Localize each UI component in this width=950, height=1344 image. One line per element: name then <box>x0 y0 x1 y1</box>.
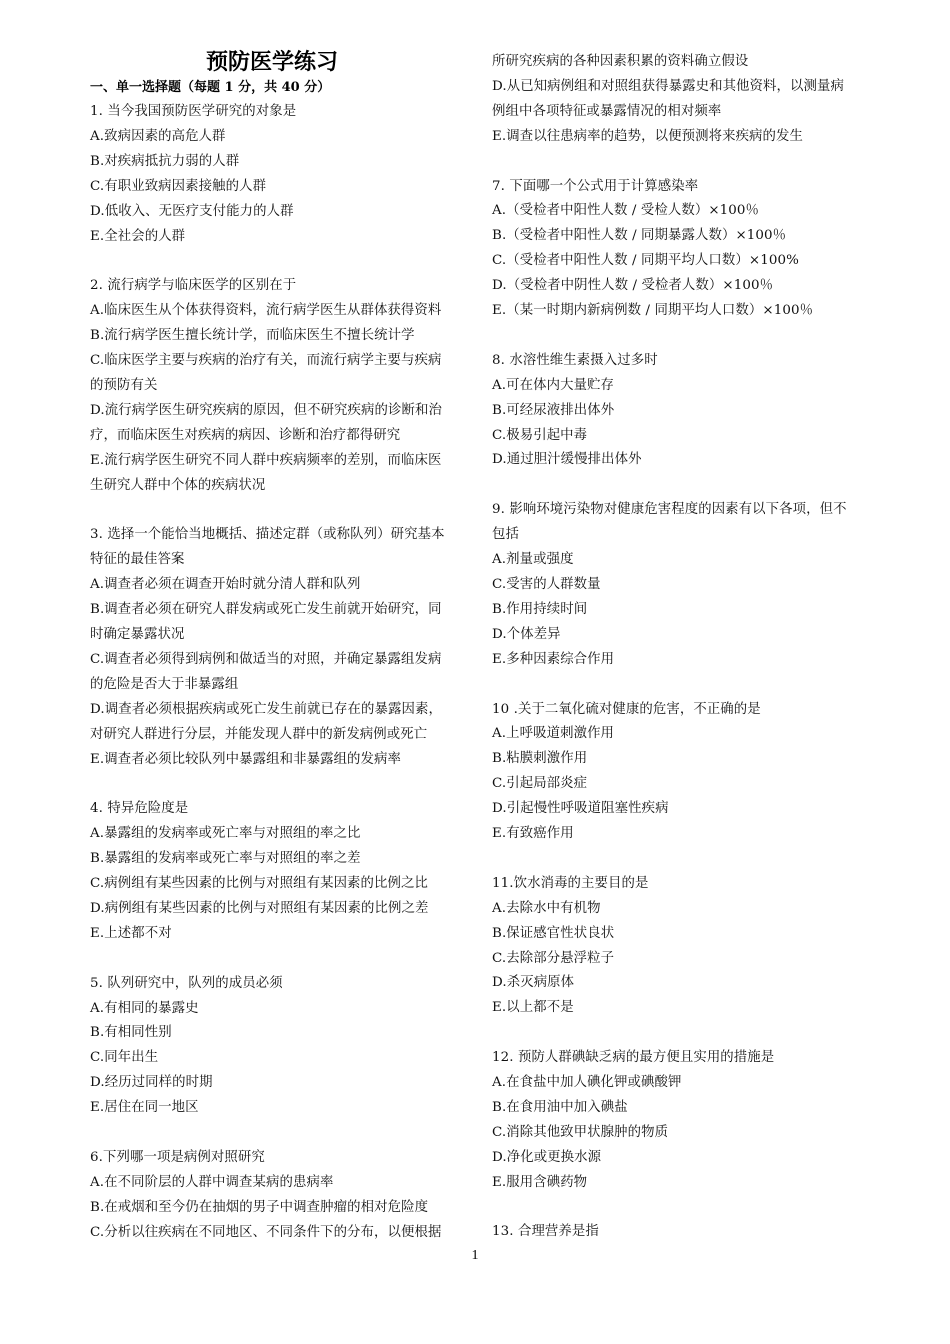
text-line: D.个体差异 <box>492 626 561 642</box>
text-line: D.杀灭病原体 <box>492 975 575 991</box>
text-line: E.以上都不是 <box>492 1000 574 1016</box>
blank-line <box>90 772 464 797</box>
text-line: C.极易引起中毒 <box>492 427 588 443</box>
text-line: E.全社会的人群 <box>90 228 186 244</box>
page-title: 预防医学练习 <box>205 49 338 75</box>
blank-line <box>90 498 464 523</box>
left-column-lines <box>90 100 464 1246</box>
text-line: E.上述都不对 <box>90 925 172 941</box>
section-heading: 一、单一选择题（每题 1 分，共 40 分） <box>90 80 331 95</box>
text-line: B.可经尿液排出体外 <box>492 402 615 418</box>
text-line: E.服用含碘药物 <box>492 1174 588 1190</box>
text-line: E.调查者必须比较队列中暴露组和非暴露组的发病率 <box>90 751 402 767</box>
text-line: A.有相同的暴露史 <box>90 1000 199 1016</box>
text-line: C.分析以往疾病在不同地区、不同条件下的分布，以便根据 <box>90 1224 442 1240</box>
text-line: C.调查者必须得到病例和做适当的对照，并确定暴露组发病 <box>90 651 442 667</box>
text-line: 特征的最佳答案 <box>90 552 185 568</box>
text-line: B.作用持续时间 <box>492 601 588 617</box>
text-line: E.（某一时期内新病例数 / 同期平均人口数）×100％ <box>492 303 814 319</box>
text-line: B.有相同性别 <box>90 1025 172 1041</box>
text-line: 的预防有关 <box>90 377 158 393</box>
blank-line <box>492 324 866 349</box>
blank-line <box>492 673 866 698</box>
text-line: E.有致癌作用 <box>492 826 574 842</box>
left-column <box>90 48 464 1246</box>
text-line: 例组中各项特征或暴露情况的相对频率 <box>492 103 722 119</box>
text-line: D.病例组有某些因素的比例与对照组有某因素的比例之差 <box>90 900 429 916</box>
text-line: C.引起局部炎症 <box>492 776 588 792</box>
text-line: D.低收入、无医疗支付能力的人群 <box>90 203 294 219</box>
text-line: 所研究疾病的各种因素积累的资料确立假设 <box>492 54 749 69</box>
text-line: 时确定暴露状况 <box>90 627 185 642</box>
text-line: D.（受检者中阴性人数 / 受检者人数）×100％ <box>492 278 774 294</box>
text-line: B.（受检者中阳性人数 / 同期暴露人数）×100％ <box>492 228 787 244</box>
text-line: D.从已知病例组和对照组获得暴露史和其他资料，以测量病 <box>492 78 844 94</box>
text-line: 11.饮水消毒的主要目的是 <box>492 875 649 891</box>
blank-line <box>90 249 464 274</box>
text-line: A.在食盐中加人碘化钾或碘酸钾 <box>492 1075 682 1091</box>
text-line: B.在食用油中加入碘盐 <box>492 1099 628 1115</box>
text-line: A.调查者必须在调查开始时就分清人群和队列 <box>90 577 361 593</box>
text-line: D.流行病学医生研究疾病的原因，但不研究疾病的诊断和治 <box>90 402 442 418</box>
text-line: A.致病因素的高危人群 <box>90 128 226 144</box>
text-line: C.有职业致病因素接触的人群 <box>90 178 267 194</box>
text-line: 对研究人群进行分层，并能发现人群中的新发病例或死亡 <box>90 726 428 742</box>
right-column-lines <box>492 50 866 1245</box>
text-line: A.临床医生从个体获得资料，流行病学医生从群体获得资料 <box>90 303 442 319</box>
blank-line <box>492 1021 866 1046</box>
blank-line <box>90 1121 464 1146</box>
text-line: E.调查以往患病率的趋势，以便预测将来疾病的发生 <box>492 128 804 144</box>
text-line: 的危险是否大于非暴露组 <box>90 676 239 692</box>
text-line: C.消除其他致甲状腺肿的物质 <box>492 1124 669 1140</box>
text-line: C.去除部分悬浮粒子 <box>492 950 615 966</box>
text-line: D.通过胆汁缓慢排出体外 <box>492 452 642 468</box>
text-line: 9. 影响环境污染物对健康危害程度的因素有以下各项，但不 <box>492 502 847 518</box>
text-line: C.（受检者中阳性人数 / 同期平均人口数）×100% <box>492 253 799 269</box>
text-line: A.可在体内大量贮存 <box>492 377 615 393</box>
text-line: D.引起慢性呼吸道阻塞性疾病 <box>492 801 669 817</box>
text-line: A.上呼吸道刺激作用 <box>492 726 615 742</box>
text-line: A.在不同阶层的人群中调查某病的患病率 <box>90 1174 334 1190</box>
text-line: 1. 当今我国预防医学研究的对象是 <box>90 104 297 119</box>
text-line: A.剂量或强度 <box>492 552 574 568</box>
text-line: B.粘膜刺激作用 <box>492 751 588 767</box>
text-line: C.临床医学主要与疾病的治疗有关，而流行病学主要与疾病 <box>90 353 442 369</box>
page-number: 1 <box>471 1248 479 1263</box>
text-line: B.暴露组的发病率或死亡率与对照组的率之差 <box>90 851 361 867</box>
text-line: B.在戒烟和至今仍在抽烟的男子中调查肿瘤的相对危险度 <box>90 1199 429 1215</box>
text-line: 疗，而临床医生对疾病的病因、诊断和治疗都得研究 <box>90 427 401 443</box>
text-line: A.去除水中有机物 <box>492 900 601 916</box>
blank-line <box>492 473 866 498</box>
blank-line <box>90 947 464 972</box>
text-line: D.经历过同样的时期 <box>90 1075 213 1091</box>
text-line: C.病例组有某些因素的比例与对照组有某因素的比例之比 <box>90 876 428 892</box>
text-line: B.调查者必须在研究人群发病或死亡发生前就开始研究，同 <box>90 602 442 618</box>
text-line: A.暴露组的发病率或死亡率与对照组的率之比 <box>90 826 361 842</box>
blank-line <box>492 847 866 872</box>
text-line: 13. 合理营养是指 <box>492 1224 599 1240</box>
text-line: E.多种因素综合作用 <box>492 651 615 667</box>
text-line: 10 .关于二氧化硫对健康的危害，不正确的是 <box>492 701 761 717</box>
text-line: 包括 <box>492 527 519 543</box>
text-line: E.流行病学医生研究不同人群中疾病频率的差别，而临床医 <box>90 452 442 468</box>
text-line: 6.下列哪一项是病例对照研究 <box>90 1149 265 1165</box>
text-line: D.净化或更换水源 <box>492 1149 602 1165</box>
text-line: 5. 队列研究中，队列的成员必须 <box>90 975 283 991</box>
blank-line <box>492 1196 866 1221</box>
text-line: 12. 预防人群碘缺乏病的最方便且实用的措施是 <box>492 1050 775 1066</box>
text-line: E.居住在同一地区 <box>90 1100 199 1116</box>
text-line: D.调查者必须根据疾病或死亡发生前就已存在的暴露因素， <box>90 701 442 717</box>
text-line: A.（受检者中阳性人数 / 受检人数）×100％ <box>492 203 759 219</box>
text-line: 4. 特异危险度是 <box>90 801 189 817</box>
text-line: 2. 流行病学与临床医学的区别在于 <box>90 278 297 294</box>
text-line: B.对疾病抵抗力弱的人群 <box>90 153 240 169</box>
text-line: B.保证感官性状良状 <box>492 925 615 941</box>
text-line: C.受害的人群数量 <box>492 576 601 592</box>
text-line: C.同年出生 <box>90 1050 159 1066</box>
blank-line <box>492 150 866 175</box>
text-line: 7. 下面哪一个公式用于计算感染率 <box>492 178 699 194</box>
text-line: 8. 水溶性维生素摄入过多时 <box>492 352 658 368</box>
text-line: 生研究人群中个体的疾病状况 <box>90 477 266 493</box>
right-column <box>492 50 866 1245</box>
text-line: B.流行病学医生擅长统计学，而临床医生不擅长统计学 <box>90 328 415 344</box>
text-line: 3. 选择一个能恰当地概括、描述定群（或称队列）研究基本 <box>90 527 445 543</box>
